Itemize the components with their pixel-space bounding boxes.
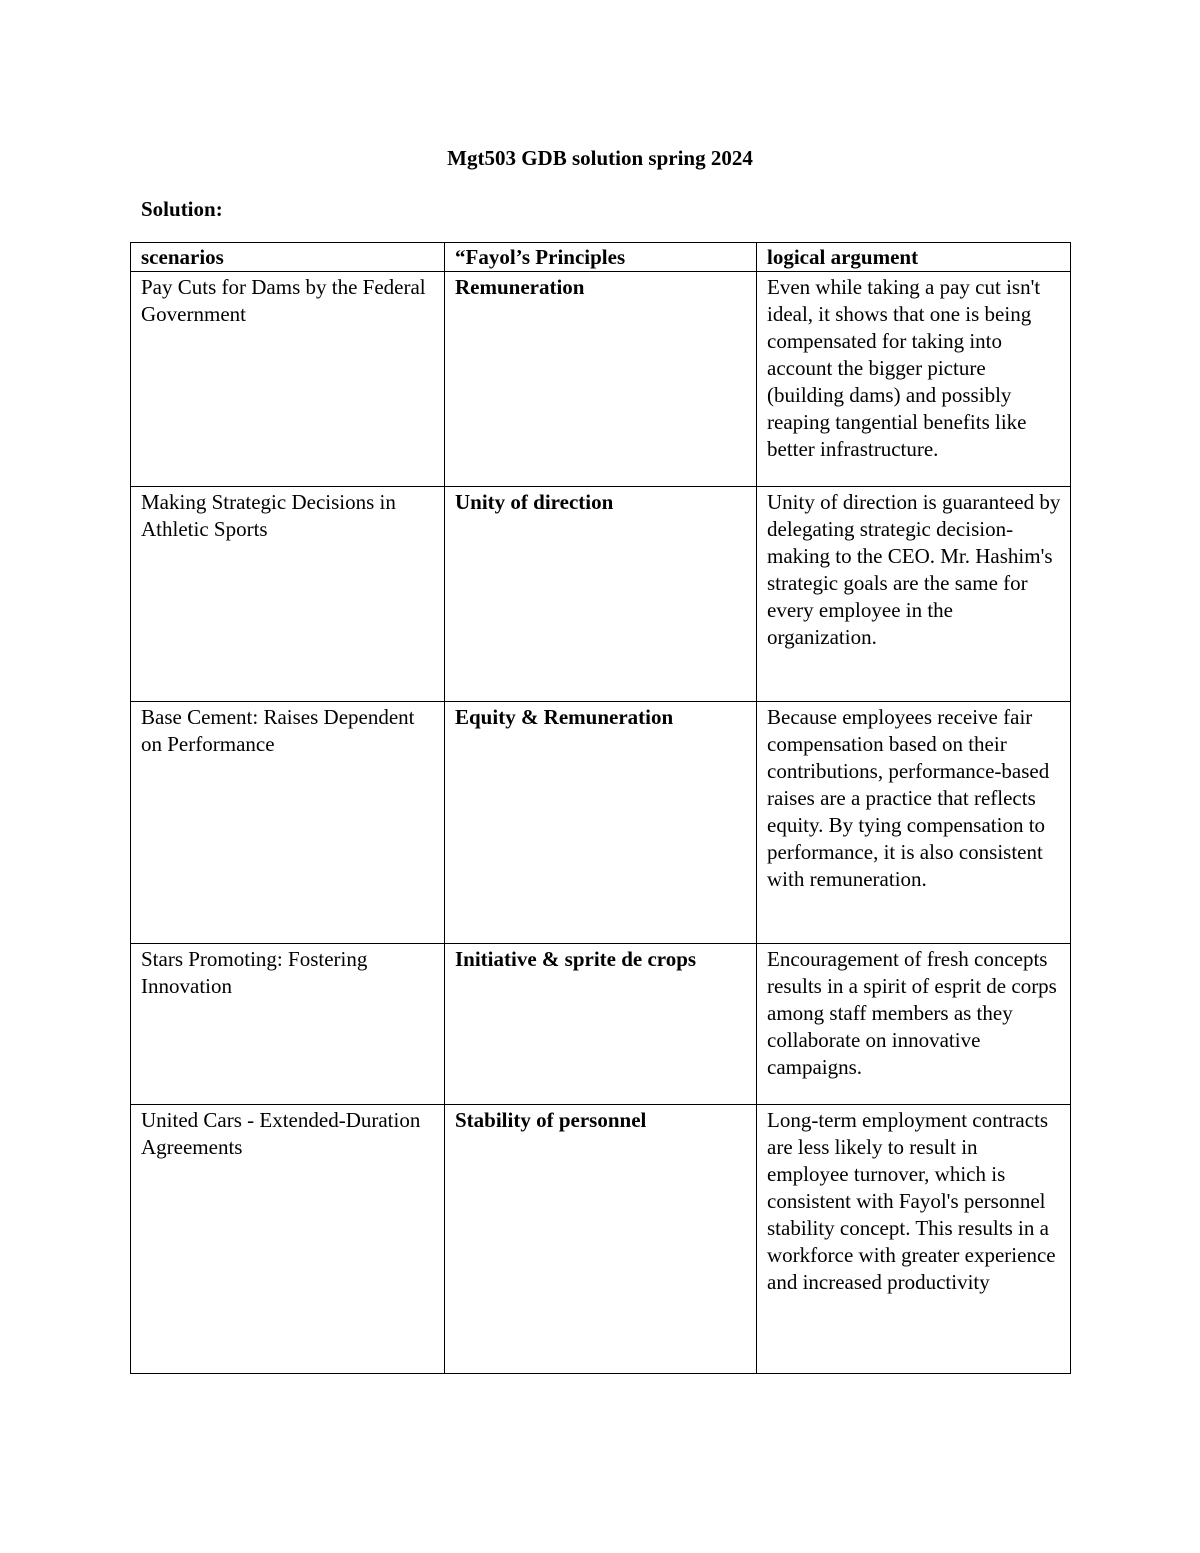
table-row [131,944,1071,1105]
scenario-cell: Base Cement: Raises Dependent on Performance [131,702,445,944]
argument-cell: Encouragement of fresh concepts results in a spirit of esprit de corps among staff members as they collaborate on innovative campaigns. [757,944,1071,1105]
principle-cell: Unity of direction [445,487,757,702]
table-row [131,702,1071,944]
principle-cell: Stability of personnel [445,1105,757,1374]
scenario-cell: Making Strategic Decisions in Athletic Sports [131,487,445,702]
argument-cell: Long-term employment contracts are less likely to result in employee turnover, which is consistent with Fayol's personnel stability concept. This results in a workforce with greater experience and increased productivity [757,1105,1071,1374]
table-row [131,487,1071,702]
scenario-cell: United Cars - Extended-Duration Agreements [131,1105,445,1374]
solution-heading: Solution: [141,197,223,221]
principle-cell: Remuneration [445,272,757,487]
argument-cell: Even while taking a pay cut isn't ideal, it shows that one is being compensated for taking into account the bigger picture (building dams) and possibly reaping tangential benefits like better infrastructure. [757,272,1071,487]
header-logical-argument: logical argument [757,243,1071,272]
principle-cell: Equity & Remuneration [445,702,757,944]
document-title: Mgt503 GDB solution spring 2024 [447,146,753,170]
header-scenarios: scenarios [131,243,445,272]
header-fayol-principles: “Fayol’s Principles [445,243,757,272]
fayol-principles-table [130,242,1071,1374]
argument-cell: Because employees receive fair compensation based on their contributions, performance-based raises are a practice that reflects equity. By tying compensation to performance, it is also consistent with remuneration. [757,702,1071,944]
scenario-cell: Stars Promoting: Fostering Innovation [131,944,445,1105]
scenario-cell: Pay Cuts for Dams by the Federal Government [131,272,445,487]
table-row [131,1105,1071,1374]
principle-cell: Initiative & sprite de crops [445,944,757,1105]
argument-cell: Unity of direction is guaranteed by delegating strategic decision-making to the CEO. Mr. Hashim's strategic goals are the same for every employee in the organization. [757,487,1071,702]
table-header-row [131,243,1071,272]
table-row [131,272,1071,487]
